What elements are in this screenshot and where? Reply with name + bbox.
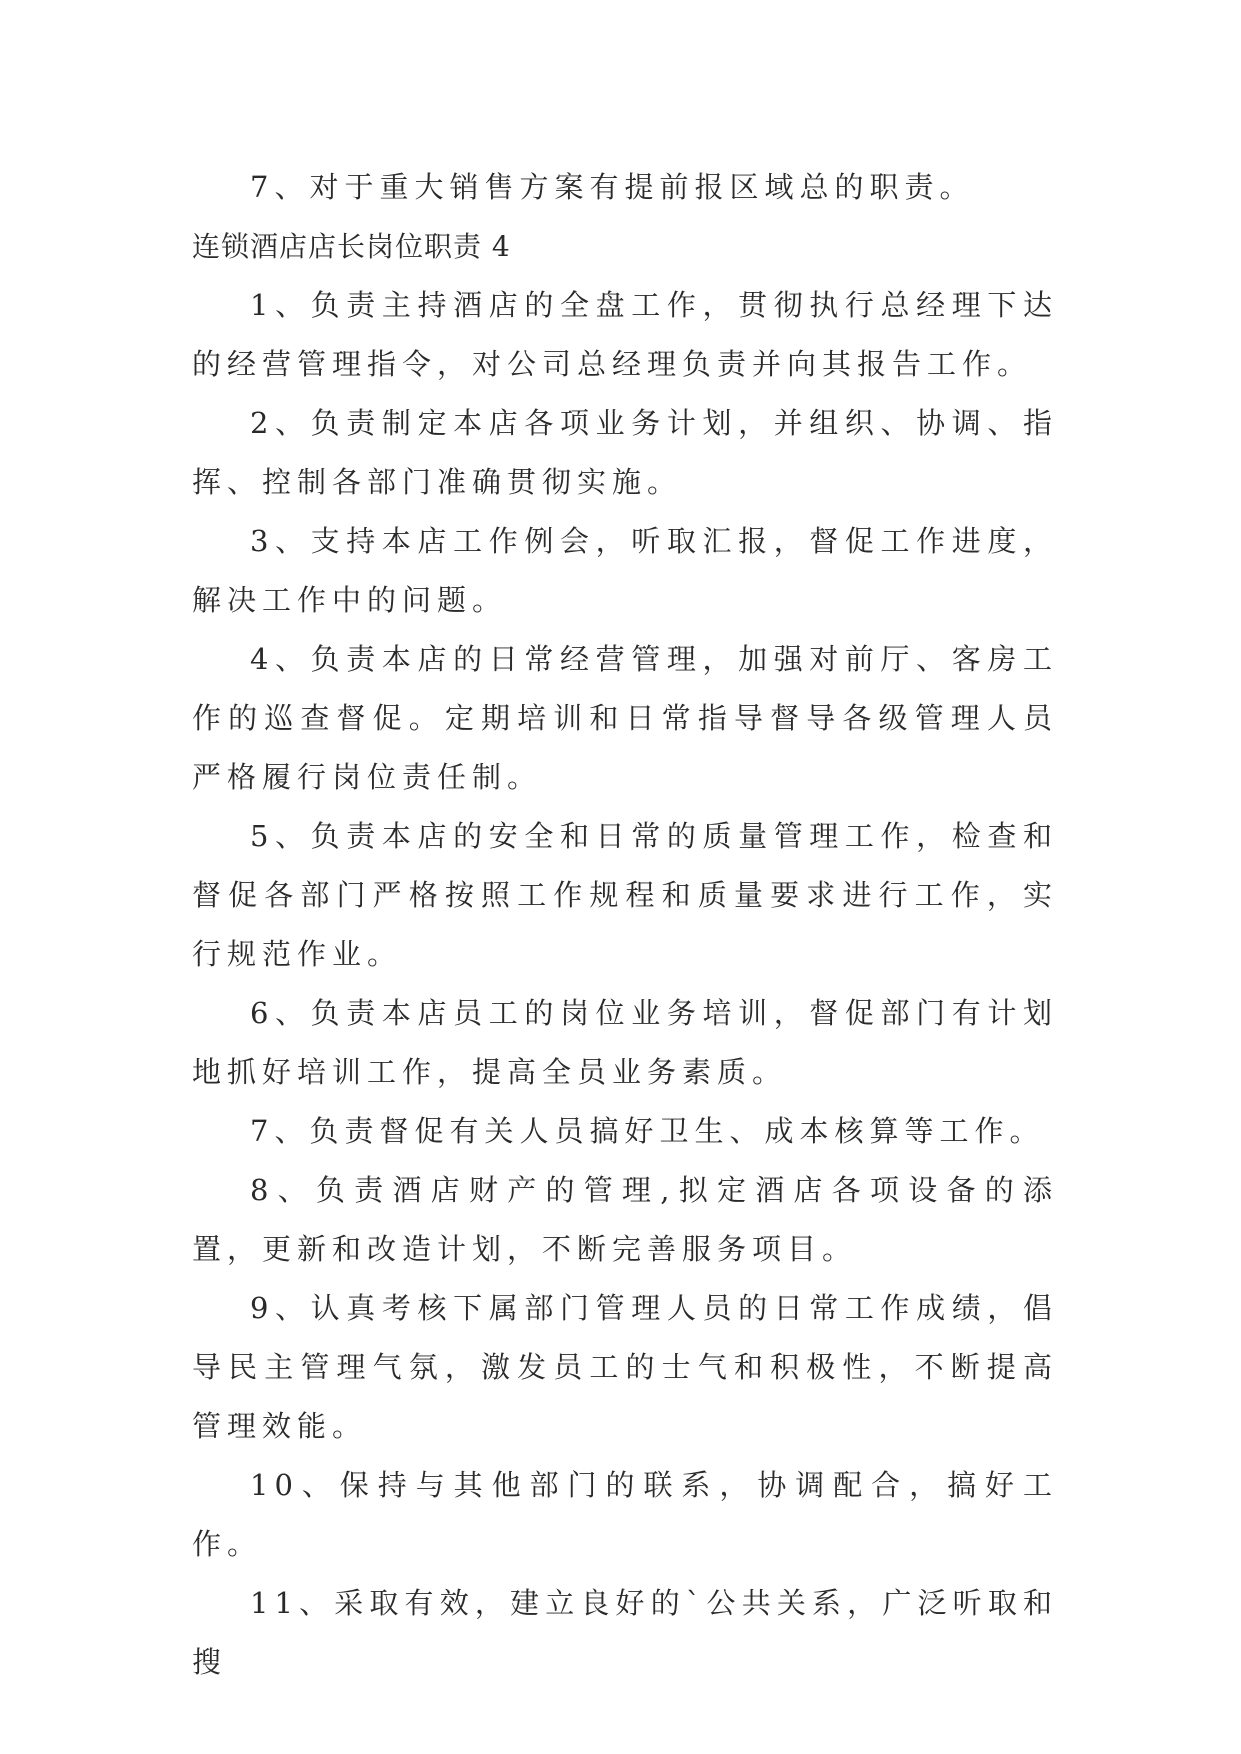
document-body: [192, 158, 1058, 1692]
paragraph-item-7-sales-plan: 7、对于重大销售方案有提前报区域总的职责。: [250, 170, 975, 204]
section-heading: 连锁酒店店长岗位职责 4: [192, 230, 511, 263]
duty-item-3: 3、支持本店工作例会，听取汇报，督促工作进度，解决工作中的问题。: [192, 524, 1058, 617]
duty-item-1: 1、负责主持酒店的全盘工作，贯彻执行总经理下达的经营管理指令，对公司总经理负责并向其报告工作。: [192, 288, 1058, 381]
duty-item-7: 7、负责督促有关人员搞好卫生、成本核算等工作。: [250, 1114, 1045, 1148]
duty-item-4: 4、负责本店的日常经营管理，加强对前厅、客房工作的巡查督促。定期培训和日常指导督导各级管理人员严格履行岗位责任制。: [192, 642, 1058, 794]
duty-item-5: 5、负责本店的安全和日常的质量管理工作，检查和督促各部门严格按照工作规程和质量要求进行工作，实行规范作业。: [192, 819, 1058, 971]
duty-item-2: 2、负责制定本店各项业务计划，并组织、协调、指挥、控制各部门准确贯彻实施。: [192, 406, 1058, 499]
duty-item-10: 10、保持与其他部门的联系，协调配合，搞好工作。: [192, 1468, 1058, 1561]
duty-item-11: 11、采取有效，建立良好的`公共关系，广泛听取和搜: [192, 1586, 1058, 1679]
duty-item-8: 8、负责酒店财产的管理,拟定酒店各项设备的添置，更新和改造计划，不断完善服务项目。: [192, 1173, 1058, 1266]
duty-item-6: 6、负责本店员工的岗位业务培训，督促部门有计划地抓好培训工作，提高全员业务素质。: [192, 996, 1058, 1089]
duty-item-9: 9、认真考核下属部门管理人员的日常工作成绩，倡导民主管理气氛，激发员工的士气和积极性，不断提高管理效能。: [192, 1291, 1058, 1443]
